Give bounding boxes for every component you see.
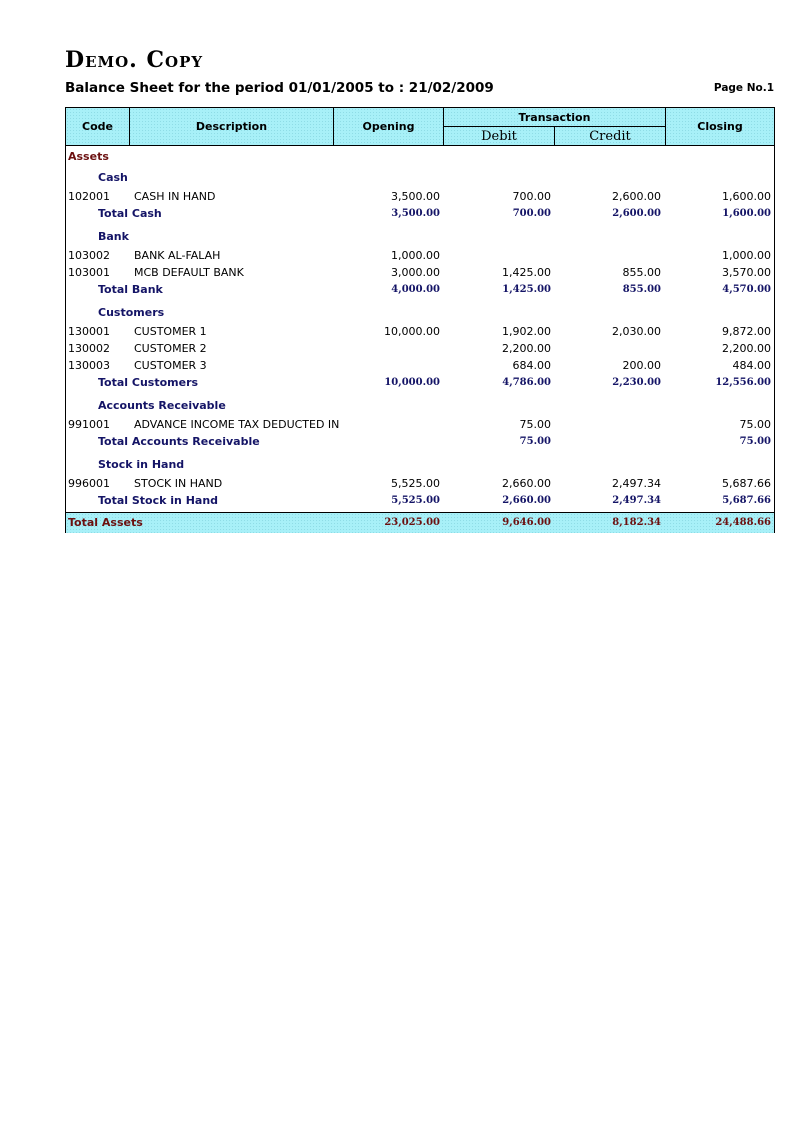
debit-value: 1,902.00 [502, 325, 551, 338]
group-total-opening: 5,525.00 [391, 495, 440, 506]
group-total-credit: 2,230.00 [612, 377, 661, 388]
account-description: CUSTOMER 2 [134, 342, 207, 355]
group-total-row [66, 433, 774, 450]
account-code: 130001 [68, 325, 110, 338]
opening-value: 10,000.00 [384, 325, 440, 338]
opening-value: 5,525.00 [391, 477, 440, 490]
group-total-closing: 12,556.00 [715, 377, 771, 388]
group-total-debit: 1,425.00 [502, 284, 551, 295]
group-total-credit: 855.00 [622, 284, 661, 295]
section-label: Assets [68, 150, 109, 163]
page-number: Page No.1 [713, 82, 774, 94]
group-total-label: Total Accounts Receivable [98, 435, 260, 448]
group-total-opening: 3,500.00 [391, 208, 440, 219]
closing-value: 1,000.00 [722, 249, 771, 262]
account-description: STOCK IN HAND [134, 477, 223, 490]
grand-total-closing: 24,488.66 [715, 517, 771, 528]
group-heading: Stock in Hand [98, 458, 185, 471]
group-total-closing: 75.00 [739, 436, 771, 447]
credit-value: 855.00 [622, 266, 661, 279]
header-debit: Debit [443, 127, 554, 145]
group-total-opening: 4,000.00 [391, 284, 440, 295]
group-total-row [66, 281, 774, 298]
grand-total-debit: 9,646.00 [502, 517, 551, 528]
grand-total-credit: 8,182.34 [612, 517, 661, 528]
credit-value: 2,497.34 [612, 477, 661, 490]
group-total-debit: 4,786.00 [502, 377, 551, 388]
debit-value: 2,660.00 [502, 477, 551, 490]
grand-total-row [66, 512, 774, 533]
group-total-label: Total Cash [98, 207, 162, 220]
header-credit: Credit [554, 127, 665, 145]
group-total-credit: 2,497.34 [612, 495, 661, 506]
opening-value: 3,000.00 [391, 266, 440, 279]
debit-value: 75.00 [519, 418, 551, 431]
account-description: MCB DEFAULT BANK [134, 266, 244, 279]
group-heading-row [66, 228, 774, 245]
group-total-debit: 2,660.00 [502, 495, 551, 506]
credit-value: 2,600.00 [612, 190, 661, 203]
account-code: 130003 [68, 359, 110, 372]
table-row [66, 188, 774, 205]
table-row [66, 340, 774, 357]
account-code: 102001 [68, 190, 110, 203]
group-total-debit: 700.00 [512, 208, 551, 219]
header-description: Description [129, 108, 333, 145]
header-opening: Opening [333, 108, 443, 145]
closing-value: 9,872.00 [722, 325, 771, 338]
closing-value: 3,570.00 [722, 266, 771, 279]
table-row [66, 475, 774, 492]
account-code: 130002 [68, 342, 110, 355]
group-total-closing: 4,570.00 [722, 284, 771, 295]
group-total-closing: 1,600.00 [722, 208, 771, 219]
table-row [66, 323, 774, 340]
header-code: Code [82, 120, 113, 133]
header-closing: Closing [665, 108, 774, 145]
opening-value: 3,500.00 [391, 190, 440, 203]
grand-total-opening: 23,025.00 [384, 517, 440, 528]
debit-value: 684.00 [512, 359, 551, 372]
debit-value: 700.00 [512, 190, 551, 203]
group-total-row [66, 492, 774, 509]
credit-value: 2,030.00 [612, 325, 661, 338]
account-code: 991001 [68, 418, 110, 431]
group-heading-row [66, 397, 774, 414]
account-code: 103002 [68, 249, 110, 262]
credit-value: 200.00 [622, 359, 661, 372]
group-total-closing: 5,687.66 [722, 495, 771, 506]
group-total-label: Total Customers [98, 376, 199, 389]
table-row [66, 416, 774, 433]
header-transaction: Transaction [443, 108, 665, 127]
closing-value: 484.00 [732, 359, 771, 372]
group-total-row [66, 374, 774, 391]
group-total-label: Total Bank [98, 283, 163, 296]
group-heading: Accounts Receivable [98, 399, 226, 412]
closing-value: 1,600.00 [722, 190, 771, 203]
balance-sheet-table [65, 107, 775, 533]
group-total-credit: 2,600.00 [612, 208, 661, 219]
account-description: ADVANCE INCOME TAX DEDUCTED IN [134, 418, 340, 431]
section-row [66, 148, 774, 165]
debit-value: 2,200.00 [502, 342, 551, 355]
closing-value: 75.00 [739, 418, 771, 431]
table-row [66, 247, 774, 264]
group-heading: Cash [98, 171, 128, 184]
account-description: CUSTOMER 3 [134, 359, 207, 372]
group-heading-row [66, 169, 774, 186]
account-description: CUSTOMER 1 [134, 325, 207, 338]
group-total-opening: 10,000.00 [384, 377, 440, 388]
group-total-label: Total Stock in Hand [98, 494, 219, 507]
table-row [66, 264, 774, 281]
closing-value: 2,200.00 [722, 342, 771, 355]
account-description: BANK AL-FALAH [134, 249, 221, 262]
group-total-debit: 75.00 [519, 436, 551, 447]
account-code: 103001 [68, 266, 110, 279]
report-period: Balance Sheet for the period 01/01/2005 to : 21/02/2009 [65, 80, 494, 96]
group-heading: Customers [98, 306, 165, 319]
debit-value: 1,425.00 [502, 266, 551, 279]
group-total-row [66, 205, 774, 222]
account-code: 996001 [68, 477, 110, 490]
company-name: Demo. Copy [65, 47, 204, 73]
account-description: CASH IN HAND [134, 190, 216, 203]
group-heading-row [66, 456, 774, 473]
opening-value: 1,000.00 [391, 249, 440, 262]
table-header [66, 108, 774, 146]
group-heading-row [66, 304, 774, 321]
group-heading: Bank [98, 230, 129, 243]
closing-value: 5,687.66 [722, 477, 771, 490]
table-row [66, 357, 774, 374]
grand-total-label: Total Assets [68, 516, 143, 529]
